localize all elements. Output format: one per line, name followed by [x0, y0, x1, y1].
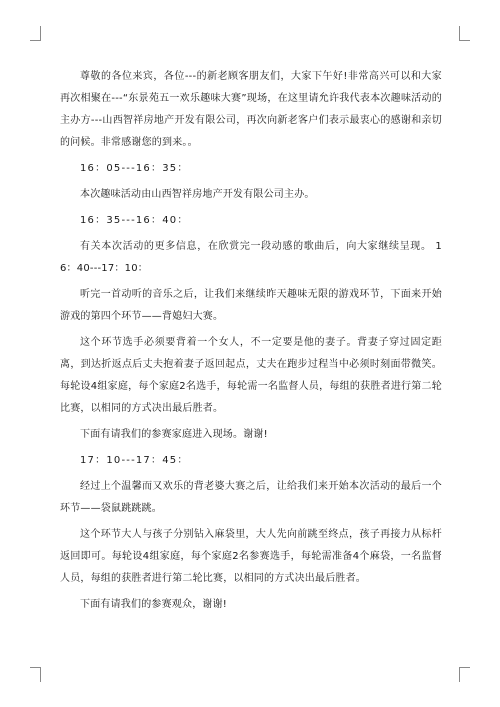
paragraph-game-four: 听完一首动听的音乐之后，让我们来继续昨天趣味无限的游戏环节，下面来开始游戏的第四个环节——背媳妇大赛。: [60, 289, 442, 322]
crop-mark-bottom-right: [459, 667, 470, 682]
paragraph-final-game-rules: 这个环节大人与孩子分别钻入麻袋里，大人先向前跳至终点，孩子再接力从标杆返回即可。每轮设4组家庭，每个家庭2名参赛选手，每轮需准备4个麻袋，一名监督人员，每组的获胜者进行第二轮比赛，以相同的方式决出最后胜者。: [60, 529, 442, 584]
crop-mark-top-right: [459, 26, 470, 41]
paragraph-game-four-rules: 这个环节选手必须要背着一个女人，不一定要是他的妻子。背妻子穿过固定距离，到达折返点后丈夫抱着妻子返回起点，丈夫在跑步过程当中必须时刻面带微笑。每轮设4组家庭，每个家庭2名选手，每轮需一名监督人员，每组的获胜者进行第二轮比赛，以相同的方式决出最后胜者。: [60, 337, 442, 414]
document-body: [60, 66, 442, 616]
time-slot-2: 16：35---16：40：: [80, 215, 189, 226]
time-slot-3: 17：10---17：45：: [80, 455, 189, 466]
time-slot-1: 16：05---16：35：: [80, 163, 189, 174]
paragraph-welcome: 尊敬的各位来宾，各位---的新老顾客朋友们，大家下午好!非常高兴可以和大家再次相聚在---“东景苑五一欢乐趣味大赛”现场，在这里请允许我代表本次趣味活动的主办方---山西智祥房地产开发有限公司，再次向新老客户们表示最衷心的感谢和亲切的问候。非常感谢您的到来。。: [60, 71, 442, 148]
paragraph-invite-families: 下面有请我们的参赛家庭进入现场。谢谢!: [80, 429, 268, 440]
paragraph-final-game: 经过上个温馨而又欢乐的背老婆大赛之后，让给我们来开始本次活动的最后一个环节——袋鼠跳跳跳。: [60, 481, 442, 514]
crop-mark-top-left: [30, 26, 41, 41]
paragraph-host: 本次趣味活动由山西智祥房地产开发有限公司主办。: [80, 189, 315, 200]
paragraph-invite-audience: 下面有请我们的参赛观众，谢谢!: [80, 599, 228, 610]
crop-mark-bottom-left: [30, 667, 41, 682]
paragraph-more-info: 有关本次活动的更多信息，在欣赏完一段动感的歌曲后，向大家继续呈现。 16：40---17：10：: [60, 241, 442, 274]
